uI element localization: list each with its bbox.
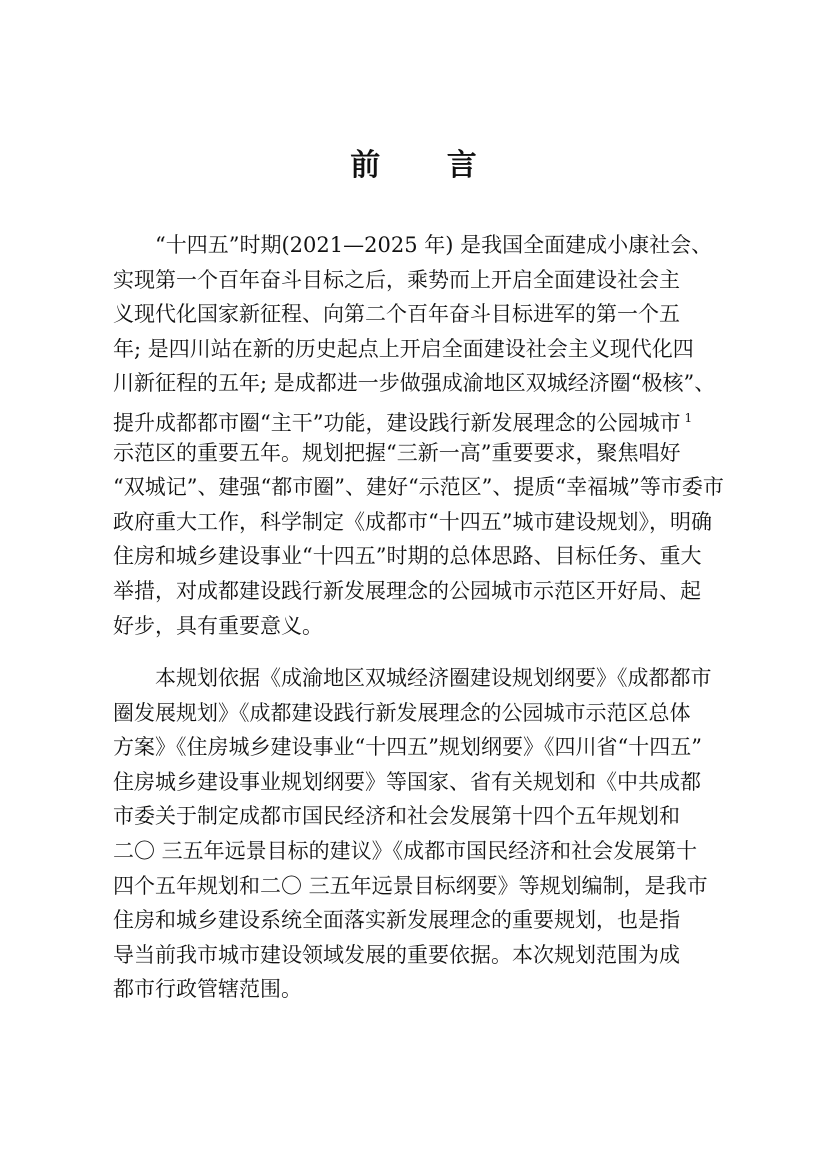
paragraph-line: “双城记”、建强“都市圈”、建好“示范区”、提质“幸福城”等市委市 (113, 475, 724, 500)
paragraph-line: 本规划依据《成渝地区双城经济圈建设规划纲要》《成都都市 (155, 666, 712, 690)
paragraph-line: 举措，对成都建设践行新发展理念的公园城市示范区开好局、起 (113, 578, 701, 603)
paragraph-line: “十四五”时期(2021—2025 年) 是我国全面建成小康社会、 (155, 233, 713, 257)
paragraph-line: 义现代化国家新征程、向第二个百年奋斗目标进军的第一个五 (113, 302, 680, 327)
paragraph-line: 示范区的重要五年。规划把握“三新一高”重要要求，聚焦唱好 (113, 440, 681, 465)
paragraph-line: 二〇 三五年远景目标的建议》《成都市国民经济和社会发展第十 (113, 838, 698, 863)
paragraph-line-text: 提升成都都市圈“主干”功能，建设践行新发展理念的公园城市 (113, 410, 681, 435)
paragraph-line: 方案》《住房城乡建设事业“十四五”规划纲要》《四川省“十四五” (113, 735, 702, 760)
paragraph-line: 川新征程的五年; 是成都进一步做强成渝地区双城经济圈“极核”、 (113, 371, 716, 396)
paragraph-line: 市委关于制定成都市国民经济和社会发展第十四个五年规划和 (113, 804, 680, 829)
paragraph-line: 年; 是四川站在新的历史起点上开启全面建设社会主义现代化四 (113, 336, 694, 361)
paragraph-line: 圈发展规划》《成都建设践行新发展理念的公园城市示范区总体 (113, 700, 691, 725)
paragraph-line: 好步，具有重要意义。 (113, 613, 323, 638)
paragraph-line: 住房城乡建设事业规划纲要》等国家、省有关规划和《中共成都 (113, 769, 701, 794)
page-title: 前 言 (350, 148, 505, 183)
paragraph-line: 四个五年规划和二〇 三五年远景目标纲要》等规划编制，是我市 (113, 873, 708, 898)
preface-paragraph-1 (113, 228, 733, 643)
preface-paragraph-2 (113, 661, 733, 1007)
paragraph-line: 实现第一个百年奋斗目标之后，乘势而上开启全面建设社会主 (113, 267, 680, 292)
paragraph-line: 导当前我市城市建设领域发展的重要依据。本次规划范围为成 (113, 942, 680, 967)
paragraph-line: 都市行政管辖范围。 (113, 977, 302, 1002)
footnote-mark: 1 (684, 410, 693, 425)
paragraph-line: 政府重大工作，科学制定《成都市“十四五”城市建设规划》，明确 (113, 509, 712, 534)
paragraph-line: 住房和城乡建设事业“十四五”时期的总体思路、目标任务、重大 (113, 544, 702, 569)
paragraph-line: 住房和城乡建设系统全面落实新发展理念的重要规划，也是指 (113, 908, 680, 933)
paragraph-line-with-footnote (113, 401, 733, 436)
